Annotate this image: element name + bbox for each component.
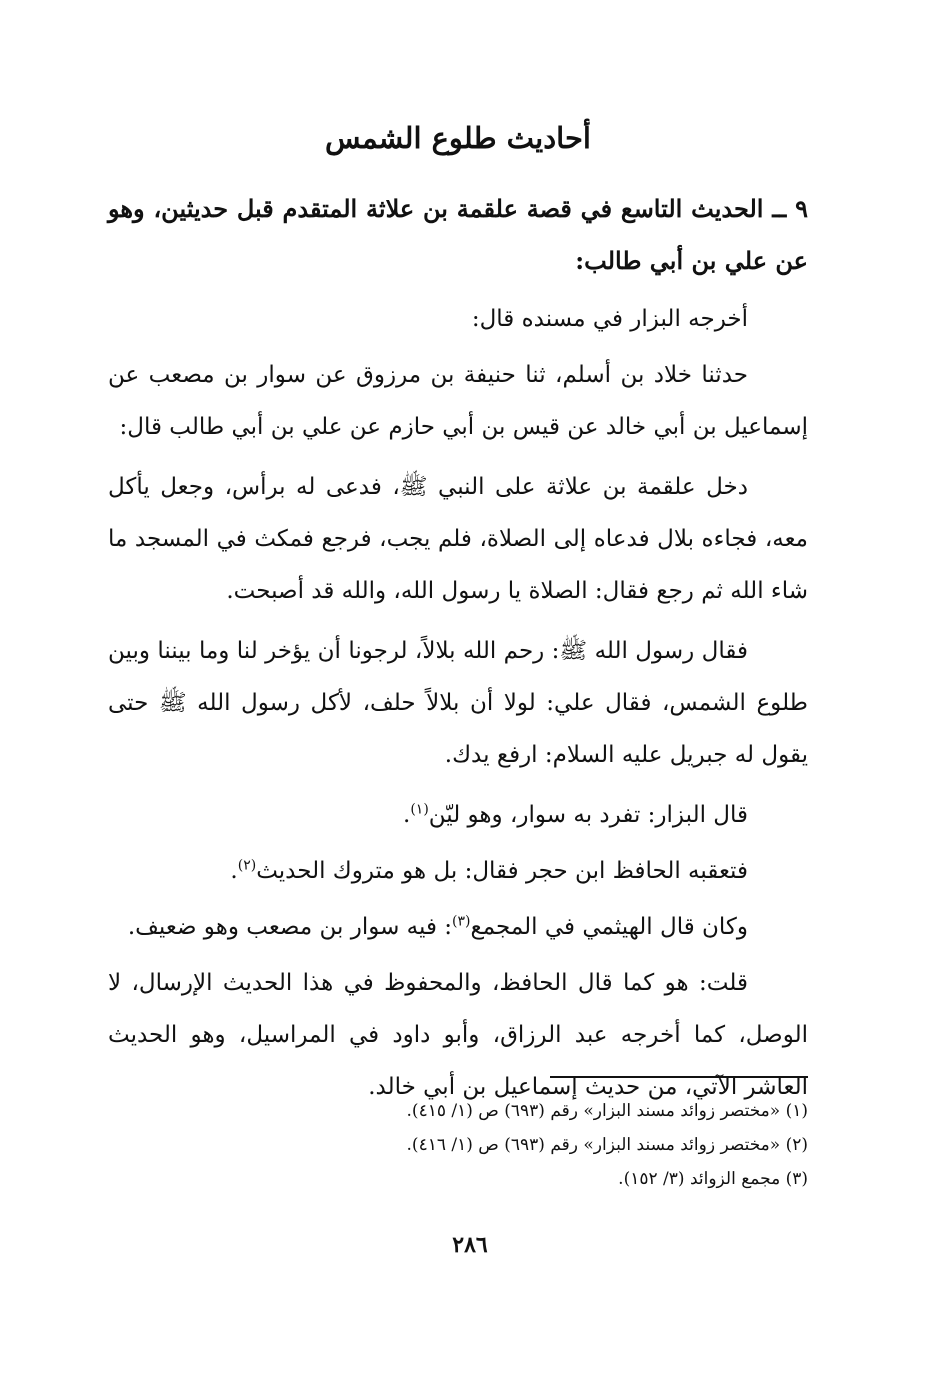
- page-number: ٢٨٦: [452, 1232, 488, 1258]
- paragraph-bazzar-comment: [108, 789, 808, 841]
- hadith-heading: ٩ ــ الحديث التاسع في قصة علقمة بن علاثة المتقدم قبل حديثين، وهو عن علي بن أبي طالب:: [108, 193, 808, 275]
- page-body: [108, 118, 808, 1121]
- paragraph-isnad: حدثنا خلاد بن أسلم، ثنا حنيفة بن مرزوق عن سوار بن مصعب عن إسماعيل بن أبي خالد عن قيس بن أبي حازم عن علي بن أبي طالب قال:: [108, 361, 808, 440]
- paragraph-story: دخل علقمة بن علاثة على النبي ﷺ، فدعى له برأس، وجعل يأكل معه، فجاءه بلال فدعاه إلى الصلاة، فلم يجب، فرجع فمكث في المسجد ما شاء الله ثم رجع فقال: الصلاة يا رسول الله، والله قد أصبحت.: [108, 473, 808, 604]
- footnote-reference[interactable]: (١): [410, 800, 429, 817]
- paragraph-text: فتعقبه الحافظ ابن حجر فقال: بل هو متروك الحديث: [256, 857, 748, 884]
- paragraph-end: : فيه سوار بن مصعب وهو ضعيف.: [127, 913, 453, 940]
- footnote-item: (٣) مجمع الزوائد (٣/ ١٥٢).: [618, 1169, 808, 1189]
- page-title: أحاديث طلوع الشمس: [325, 121, 591, 155]
- footnote-item: (٢) «مختصر زوائد مسند البزار» رقم (٦٩٣) ص (١/ ٤١٦).: [406, 1135, 808, 1155]
- paragraph-haythami-comment: [108, 901, 808, 953]
- footnote-divider: [550, 1076, 808, 1078]
- paragraph-text: وكان قال الهيثمي في المجمع: [470, 913, 748, 940]
- footnote-item: (١) «مختصر زوائد مسند البزار» رقم (٦٩٣) ص (١/ ٤١٥).: [406, 1101, 808, 1121]
- paragraph-end: .: [403, 801, 411, 828]
- paragraph-author-comment: قلت: هو كما قال الحافظ، والمحفوظ في هذا الحديث الإرسال، لا الوصل، كما أخرجه عبد الرزاق، وأبو داود في المراسيل، وهو الحديث العاشر الآتي، من حديث إسماعيل بن أبي خالد.: [108, 969, 808, 1100]
- paragraph-ibn-hajar-comment: [108, 845, 808, 897]
- paragraph-prophet-saying: فقال رسول الله ﷺ: رحم الله بلالاً، لرجونا أن يؤخر لنا وما بيننا وبين طلوع الشمس، فقال علي: لولا أن بلالاً حلف، لأكل رسول الله ﷺ حتى يقول له جبريل عليه السلام: ارفع يدك.: [108, 637, 808, 768]
- footnotes: [128, 1094, 808, 1196]
- footnote-reference[interactable]: (٢): [237, 856, 257, 873]
- footnote-reference[interactable]: (٣): [452, 912, 471, 929]
- paragraph-text: قال البزار: تفرد به سوار، وهو ليّن: [428, 801, 748, 828]
- paragraph-source: أخرجه البزار في مسنده قال:: [471, 305, 748, 332]
- paragraph-end: .: [230, 857, 238, 884]
